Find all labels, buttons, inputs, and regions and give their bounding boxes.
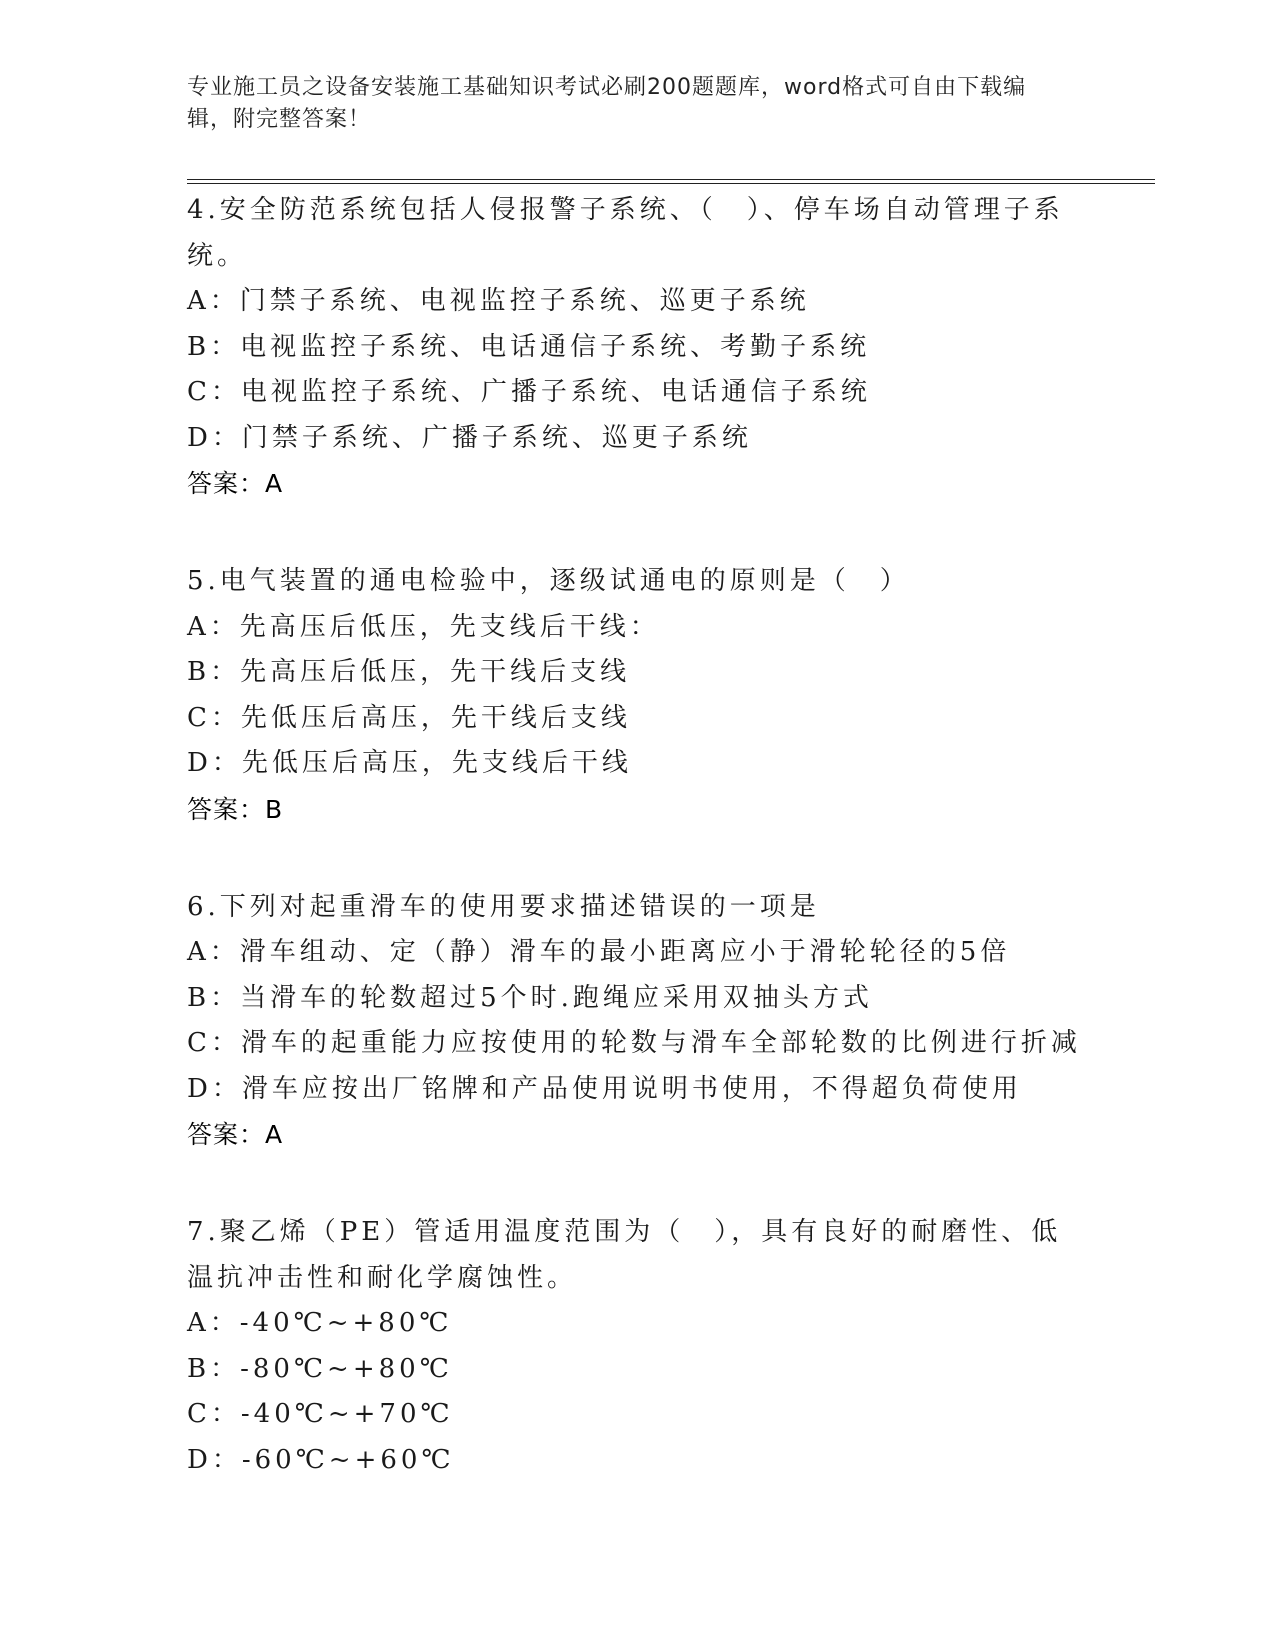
option-c: C：滑车的起重能力应按使用的轮数与滑车全部轮数的比例进行折减 bbox=[187, 1028, 1081, 1058]
option-d: D：先低压后高压，先支线后干线 bbox=[187, 748, 632, 778]
option-a: A：滑车组动、定（静）滑车的最小距离应小于滑轮轮径的5倍 bbox=[187, 937, 1011, 967]
option-d: D：门禁子系统、广播子系统、巡更子系统 bbox=[187, 422, 752, 453]
answer: 答案：B bbox=[187, 794, 284, 824]
option-d: D：滑车应按出厂铭牌和产品使用说明书使用，不得超负荷使用 bbox=[187, 1073, 1022, 1104]
header-double-rule bbox=[187, 179, 1155, 184]
option-d: D：-60℃~+60℃ bbox=[187, 1444, 455, 1475]
option-b: B：先高压后低压，先干线后支线 bbox=[187, 657, 631, 687]
option-b: B：-80℃~+80℃ bbox=[187, 1353, 453, 1384]
question-text: 7.聚乙烯（PE）管适用温度范围为（ ），具有良好的耐磨性、低温抗冲击性和耐化学腐蚀性。 bbox=[187, 1217, 1062, 1293]
question-5 bbox=[187, 559, 1087, 833]
option-a: A：先高压后低压，先支线后干线： bbox=[187, 611, 660, 642]
question-6 bbox=[187, 885, 1087, 1159]
option-c: C：-40℃~+70℃ bbox=[187, 1399, 454, 1429]
document-header: 专业施工员之设备安装施工基础知识考试必刷200题题库，word格式可自由下载编辑，附完整答案！ bbox=[187, 75, 1027, 132]
option-c: C：电视监控子系统、广播子系统、电话通信子系统 bbox=[187, 377, 871, 407]
question-text: 6.下列对起重滑车的使用要求描述错误的一项是 bbox=[187, 891, 820, 922]
option-a: A：门禁子系统、电视监控子系统、巡更子系统 bbox=[187, 286, 810, 316]
question-text: 5.电气装置的通电检验中，逐级试通电的原则是（ ） bbox=[187, 566, 910, 596]
question-text: 4.安全防范系统包括人侵报警子系统、（ ）、停车场自动管理子系统。 bbox=[187, 195, 1064, 271]
question-7 bbox=[187, 1210, 1087, 1483]
option-b: B：当滑车的轮数超过5个时.跑绳应采用双抽头方式 bbox=[187, 982, 873, 1013]
option-b: B：电视监控子系统、电话通信子系统、考勤子系统 bbox=[187, 331, 871, 362]
answer: 答案：A bbox=[187, 1120, 284, 1149]
question-list bbox=[187, 188, 1087, 1535]
answer: 答案：A bbox=[187, 469, 284, 498]
option-c: C：先低压后高压，先干线后支线 bbox=[187, 702, 631, 733]
option-a: A：-40℃~+80℃ bbox=[187, 1308, 453, 1338]
question-4 bbox=[187, 188, 1087, 507]
